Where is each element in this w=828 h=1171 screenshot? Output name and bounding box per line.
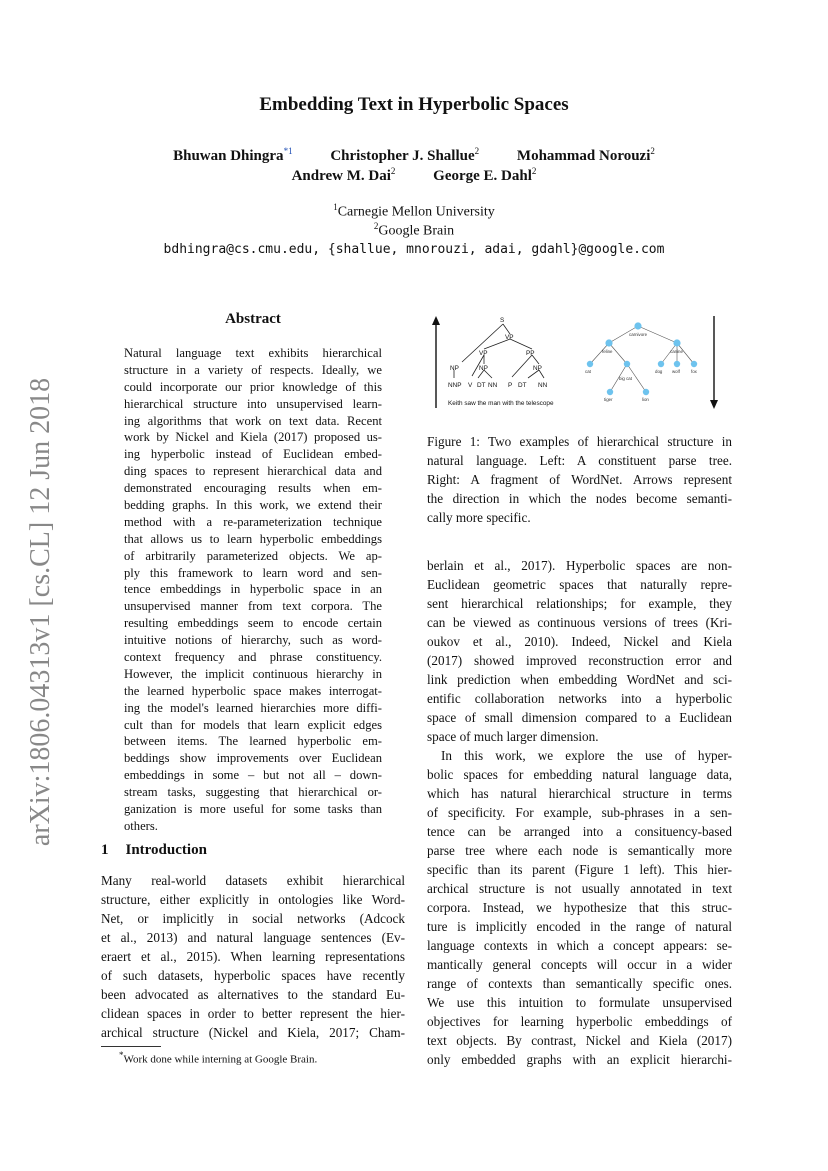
text-line: eraert et al., 2015). When learning representations	[101, 949, 405, 964]
pos-tag: DT	[518, 382, 527, 389]
tree-node: NP	[450, 365, 459, 372]
tree-node: VP	[479, 350, 488, 357]
author: Mohammad Norouzi$^2$	[516, 146, 655, 164]
text-line: resulting embeddings seem to encode certain	[124, 616, 382, 631]
text-line: work by Nickel and Kiela (2017) proposed us-	[124, 430, 382, 445]
wordnet-label: cat	[585, 369, 591, 374]
text-line: sent hierarchical relationships; for example, they	[427, 596, 732, 611]
text-line: the direction in which the nodes become semanti-	[427, 491, 732, 506]
down-arrow-icon	[710, 316, 718, 409]
text-line: In this work, we explore the use of hyper-	[441, 748, 732, 763]
wordnet-label: feline	[602, 349, 613, 354]
tree-node: VP	[505, 334, 514, 341]
text-line: ing hyperbolic instead of Euclidean embed-	[124, 447, 382, 462]
text-line: beddings show improvements over Euclidean	[124, 751, 382, 766]
text-line: which has natural hierarchical structure in terms	[427, 786, 732, 801]
text-line: objectives for learning hyperbolic embeddings of	[427, 1014, 732, 1029]
text-line: language contexts in which a concept appears: se-	[427, 938, 732, 953]
text-line: range of contexts than semantically specific ones.	[427, 976, 732, 991]
tree-node: NP	[479, 365, 488, 372]
tree-node: NP	[533, 365, 542, 372]
text-line: specific than its parent (Figure 1 left). This hier-	[427, 862, 732, 877]
arxiv-stamp: arXiv:1806.04313v1 [cs.CL] 12 Jun 2018	[25, 377, 56, 847]
text-line: mantically general concepts will occur in a wider	[427, 957, 732, 972]
text-line: only embedded graphs with an explicit hierarchi-	[427, 1052, 732, 1067]
text-line: can be viewed as continuous versions of trees (Kri-	[427, 615, 732, 630]
text-line: ing algorithms that work on text data. Recent	[124, 413, 382, 428]
text-line: space of small dimension compared to a Euclidean	[427, 710, 732, 725]
author: Christopher J. Shallue$^2$	[330, 146, 480, 164]
text-line: could incorporate our prior knowledge of this	[124, 379, 382, 394]
tree-node: S	[500, 317, 505, 324]
text-line: others.	[124, 818, 158, 833]
author: Andrew M. Dai$^2$	[291, 166, 396, 184]
text-line: structure, either explicitly in ontologies like Word-	[101, 892, 405, 907]
text-line: archical structure (Nickel and Kiela, 2017; Cham-	[101, 1025, 405, 1040]
text-line: ply this framework to learn word and sen-	[124, 565, 382, 580]
parse-sentence: Keith saw the man with the telescope	[448, 400, 554, 407]
pos-tag: NN	[488, 382, 498, 389]
wordnet-label: canine	[670, 349, 683, 354]
text-line: of specificity. For example, sub-phrases in a sen-	[427, 805, 732, 820]
text-line: bedding graphs. In this work, we extend their	[124, 498, 382, 513]
text-line: Natural language text exhibits hierarchical	[124, 346, 382, 360]
text-line: that allows us to learn hyperbolic embeddings	[124, 531, 382, 546]
text-line: Many real-world datasets exhibit hierarchical	[101, 873, 405, 888]
text-line: et al., 2013) and natural language sentences (Ev-	[101, 930, 405, 945]
author-row-2	[0, 166, 828, 185]
figure-1	[424, 312, 736, 414]
text-line: text objects. By contrast, Nickel and Kiela (2017)	[427, 1033, 732, 1048]
abstract-body	[124, 345, 382, 835]
affiliation-2: $^2$Google Brain	[373, 221, 455, 239]
up-arrow-icon	[432, 316, 440, 408]
text-line: clidean spaces in order to better represent the hier-	[101, 1006, 405, 1021]
text-line: cult than for models that learn explicit edges	[124, 717, 382, 732]
author-row-1	[0, 146, 828, 165]
tree-node: PP	[526, 350, 535, 357]
text-line: between items. The learned hyperbolic em-	[124, 734, 382, 749]
text-line: context frequency and phrase constituency.	[124, 650, 382, 665]
pos-tag: DT	[477, 382, 486, 389]
pos-tag: P	[508, 382, 513, 389]
text-line: been advocated as alternatives to the standard Eu-	[101, 987, 405, 1002]
footnote: *Work done while interning at Google Brain.	[119, 1050, 318, 1066]
introduction-body	[101, 871, 405, 1042]
text-line: stream tasks, suggesting that hierarchical or-	[124, 785, 382, 800]
wordnet-label: fox	[691, 369, 697, 374]
text-line: ing the model's learned hierarchies more diffi-	[124, 700, 382, 715]
text-line: natural language. Left: A constituent parse tree.	[427, 453, 732, 468]
text-line: the learned hyperbolic space makes interrogat-	[124, 683, 382, 698]
text-line: However, the implicit continuous hierarchy in	[124, 666, 382, 681]
section-heading-introduction: 1 Introduction	[101, 842, 207, 858]
text-line: parse tree where each node is semantically more	[427, 843, 732, 858]
wordnet-label: tiger	[604, 397, 613, 402]
text-line: entific collaboration networks into a hyperbolic	[427, 691, 732, 706]
author: George E. Dahl$^2$	[433, 166, 537, 184]
text-line: link prediction when embedding WordNet and sci-	[427, 672, 732, 687]
text-line: Right: A fragment of WordNet. Arrows represent	[427, 472, 732, 487]
text-line: cally more specific.	[427, 510, 531, 525]
text-line: We use this intuition to formulate unsupervised	[427, 995, 732, 1010]
text-line: archical structure is not usually annotated in text	[427, 881, 732, 896]
wordnet-label: wolf	[672, 369, 680, 374]
text-line: ture is implicitly encoded in the range of natural	[427, 919, 732, 934]
author-emails: bdhingra@cs.cmu.edu, {shallue, mnorouzi, adai, gdahl}@google.com	[163, 242, 665, 257]
text-line: unsupervised manner from text corpora. The	[124, 599, 382, 614]
pos-tag: NN	[538, 382, 548, 389]
footnote-rule	[101, 1046, 161, 1047]
text-line: berlain et al., 2017). Hyperbolic spaces are non-	[427, 558, 732, 573]
text-line: Euclidean geometric spaces that naturally repre-	[427, 577, 732, 592]
text-line: ding spaces to represent hierarchical data and	[124, 464, 382, 479]
wordnet-label: big cat	[619, 376, 632, 381]
text-line: corpora. Instead, we hypothesize that this struc-	[427, 900, 732, 915]
text-line: tence can be arranged into a consituency-based	[427, 824, 732, 839]
text-line: bolic spaces for embedding natural language data,	[427, 767, 732, 782]
figure-1-caption	[427, 432, 732, 527]
text-line: Figure 1: Two examples of hierarchical structure in	[427, 434, 732, 449]
author: Bhuwan Dhingra$^{*1}$	[173, 146, 293, 164]
pos-tag: V	[468, 382, 473, 389]
text-line: oukov et al., 2010). Indeed, Nickel and Kiela	[427, 634, 732, 649]
text-line: of such datasets, hyperbolic spaces have recently	[101, 968, 405, 983]
text-line: space of much larger dimension.	[427, 729, 599, 744]
text-line: demonstrated encouraging results when em-	[124, 481, 382, 496]
text-line: Net, or implicitly in social networks (Adcock	[101, 911, 405, 926]
right-column-body	[427, 556, 732, 1069]
text-line: tence embeddings in hyperbolic space in an	[124, 582, 382, 597]
affiliation-1: $^1$Carnegie Mellon University	[333, 202, 495, 220]
text-line: intuitive notions of hierarchy, such as word-	[124, 633, 382, 648]
wordnet-label: carnivore	[629, 332, 648, 337]
text-line: embeddings in some – but not all – down-	[124, 768, 382, 783]
text-line: method with a re-parameterization technique	[124, 514, 382, 529]
pos-tag: NNP	[448, 382, 462, 389]
paper-title: Embedding Text in Hyperbolic Spaces	[259, 94, 569, 115]
text-line: of arbitrarily parameterized objects. We ap-	[124, 548, 382, 563]
abstract-heading: Abstract	[225, 311, 281, 327]
text-line: structure in a variety of respects. Ideally, we	[124, 362, 382, 377]
text-line: ganization is more useful for some tasks than	[124, 802, 382, 817]
wordnet-label: lion	[642, 397, 649, 402]
wordnet-label: dog	[655, 369, 663, 374]
text-line: hierarchical structure into unsupervised learn-	[124, 396, 382, 411]
text-line: (2017) showed improved reconstruction error and	[427, 653, 732, 668]
